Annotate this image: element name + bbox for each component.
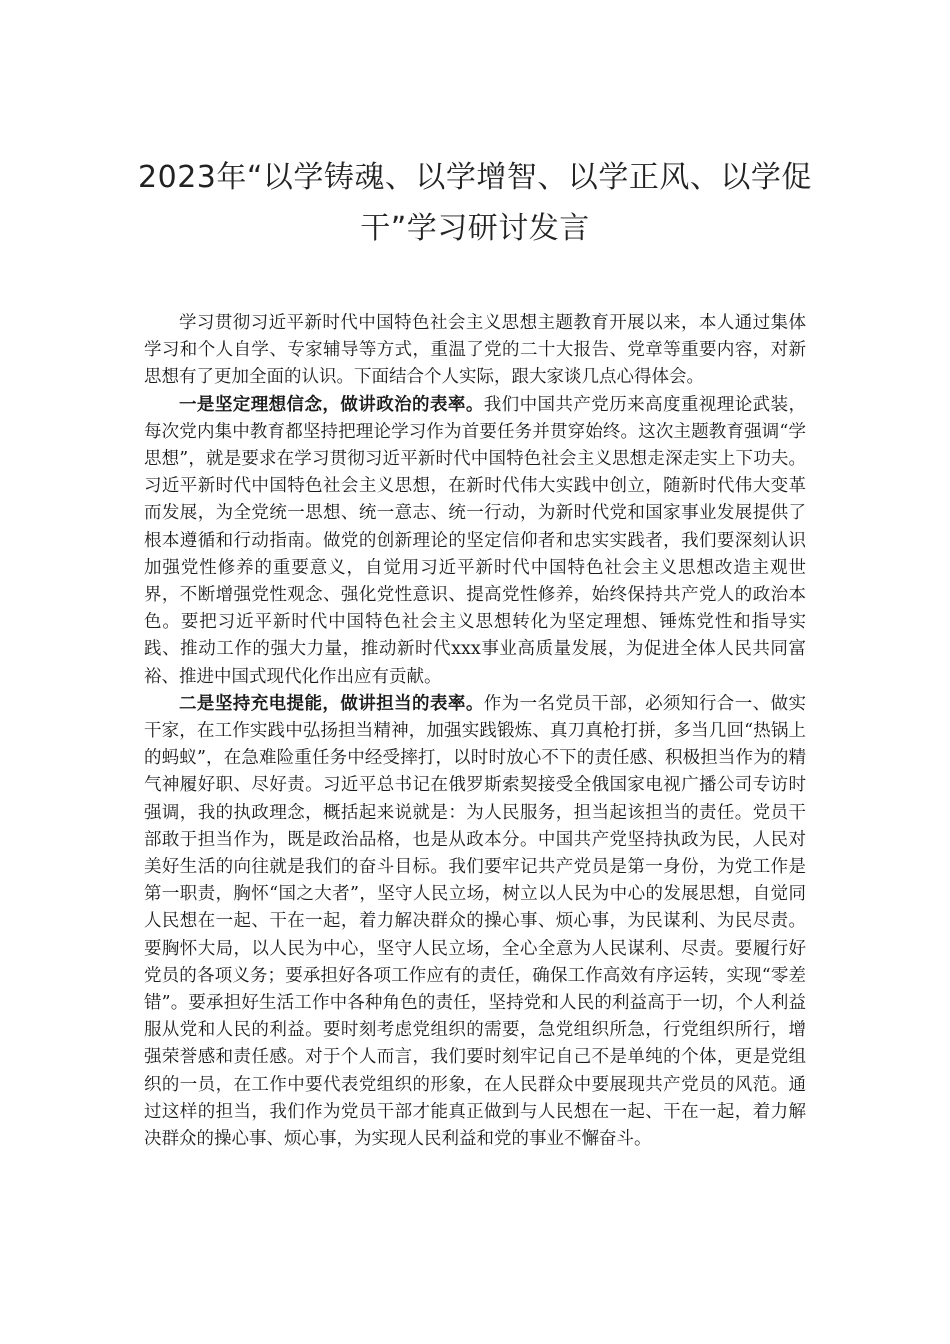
paragraph-heading: 一是坚定理想信念，做讲政治的表率。 [179,394,484,415]
document-title [130,152,820,254]
title-line-2: 干”学习研讨发言 [360,211,590,246]
title-line-1: 2023年“以学铸魂、以学增智、以学正风、以学促 [138,160,812,195]
paragraph-point-1 [144,392,806,691]
paragraph-intro [144,310,806,392]
paragraph-text: 学习贯彻习近平新时代中国特色社会主义思想主题教育开展以来，本人通过集体学习和个人自学、专家辅导等方式，重温了党的二十大报告、党章等重要内容，对新思想有了更加全面的认识。下面结合个人实际，跟大家谈几点心得体会。 [144,313,806,388]
paragraph-text: 我们中国共产党历来高度重视理论武装，每次党内集中教育都坚持把理论学习作为首要任务并贯穿始终。这次主题教育强调“学思想”，就是要求在学习贯彻习近平新时代中国特色社会主义思想走深走实上下功夫。习近平新时代中国特色社会主义思想，在新时代伟大实践中创立，随新时代伟大变革而发展，为全党统一思想、统一意志、统一行动，为新时代党和国家事业发展提供了根本遵循和行动指南。做党的创新理论的坚定信仰者和忠实实践者，我们要深刻认识加强党性修养的重要意义，自觉用习近平新时代中国特色社会主义思想改造主观世界，不断增强党性观念、强化党性意识、提高党性修养，始终保持共产党人的政治本色。要把习近平新时代中国特色社会主义思想转化为坚定理想、锤炼党性和指导实践、推动工作的强大力量，推动新时代xxx事业高质量发展，为促进全体人民共同富裕、推进中国式现代化作出应有贡献。 [144,394,806,687]
paragraph-text: 作为一名党员干部，必须知行合一、做实干家，在工作实践中弘扬担当精神，加强实践锻炼、真刀真枪打拼，多当几回“热锅上的蚂蚁”，在急难险重任务中经受摔打，以时时放心不下的责任感、积极担当作为的精气神履好职、尽好责。习近平总书记在俄罗斯索契接受全俄国家电视广播公司专访时强调，我的执政理念，概括起来说就是：为人民服务，担当起该担当的责任。党员干部敢于担当作为，既是政治品格，也是从政本分。中国共产党坚持执政为民，人民对美好生活的向往就是我们的奋斗目标。我们要牢记共产党员是第一身份，为党工作是第一职责，胸怀“国之大者”，坚守人民立场，树立以人民为中心的发展思想，自觉同人民想在一起、干在一起，着力解决群众的操心事、烦心事，为民谋利、为民尽责。要胸怀大局，以人民为中心，坚守人民立场，全心全意为人民谋利、尽责。要履行好党员的各项义务；要承担好各项工作应有的责任，确保工作高效有序运转，实现“零差错”。要承担好生活工作中各种角色的责任，坚持党和人民的利益高于一切，个人利益服从党和人民的利益。要时刻考虑党组织的需要，急党组织所急，行党组织所行，增强荣誉感和责任感。对于个人而言，我们要时刻牢记自己不是单纯的个体，更是党组织的一员，在工作中要代表党组织的形象，在人民群众中要展现共产党员的风范。通过这样的担当，我们作为党员干部才能真正做到与人民想在一起、干在一起，着力解决群众的操心事、烦心事，为实现人民利益和党的事业不懈奋斗。 [144,693,806,1150]
paragraph-point-2 [144,691,806,1153]
paragraph-heading: 二是坚持充电提能，做讲担当的表率。 [179,693,484,714]
document-body [144,310,806,1153]
